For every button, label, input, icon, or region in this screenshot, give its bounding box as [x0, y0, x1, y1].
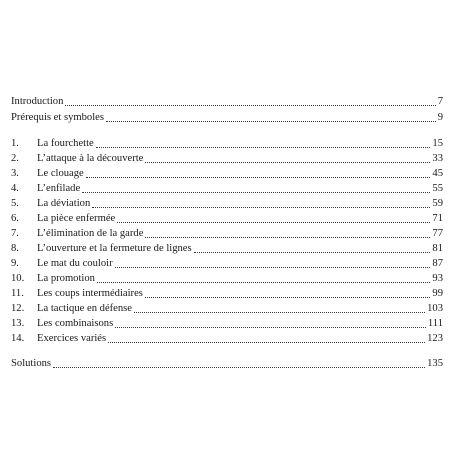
chapter-number: 11.: [11, 288, 24, 299]
toc-entry-title: L’élimination de la garde: [37, 228, 144, 239]
toc-entry-title: La tactique en défense: [37, 303, 132, 314]
dot-leader: [145, 297, 431, 298]
toc-entry-title: L’enfilade: [37, 183, 81, 194]
toc-entry-chapter-3[interactable]: [11, 168, 443, 180]
dot-leader: [194, 252, 431, 253]
chapter-number: 5.: [11, 198, 19, 209]
toc-entry-page: 135: [427, 358, 443, 369]
toc-entry-title: La fourchette: [37, 138, 94, 149]
toc-entry-title: La pièce enfermée: [37, 213, 116, 224]
toc-entry-title: Solutions: [11, 358, 52, 369]
toc-entry-title: L’attaque à la découverte: [37, 153, 144, 164]
toc-entry-title: Exercices variés: [37, 333, 107, 344]
toc-entry-title: Introduction: [11, 96, 64, 107]
toc-entry-chapter-1[interactable]: [11, 138, 443, 150]
toc-entry-page: 93: [432, 273, 443, 284]
toc-entry-page: 81: [432, 243, 443, 254]
chapter-number: 14.: [11, 333, 25, 344]
dot-leader: [115, 267, 431, 268]
toc-entry-title: L’ouverture et la fermeture de lignes: [37, 243, 192, 254]
dot-leader: [86, 177, 431, 178]
toc-entry-solutions[interactable]: [11, 358, 443, 370]
toc-entry-page: 45: [432, 168, 443, 179]
toc-entry-page: 33: [432, 153, 443, 164]
chapter-number: 1.: [11, 138, 19, 149]
chapter-number: 3.: [11, 168, 19, 179]
toc-entry-introduction[interactable]: [11, 96, 443, 108]
toc-entry-chapter-2[interactable]: [11, 153, 443, 165]
chapter-number: 7.: [11, 228, 19, 239]
toc-entry-chapter-6[interactable]: [11, 213, 443, 225]
toc-entry-title: Prérequis et symboles: [11, 112, 104, 123]
toc-entry-page: 7: [437, 96, 443, 107]
toc-entry-chapter-8[interactable]: [11, 243, 443, 255]
dot-leader: [65, 105, 435, 106]
toc-entry-title: La déviation: [37, 198, 91, 209]
toc-entry-title: Le mat du couloir: [37, 258, 113, 269]
toc-entry-page: 71: [432, 213, 443, 224]
toc-entry-title: Les combinaisons: [37, 318, 114, 329]
toc-entry-page: 55: [432, 183, 443, 194]
chapter-number: 4.: [11, 183, 19, 194]
chapter-number: 2.: [11, 153, 19, 164]
toc-entry-title: Le clouage: [37, 168, 84, 179]
toc-entry-page: 77: [432, 228, 443, 239]
chapter-number: 13.: [11, 318, 25, 329]
dot-leader: [82, 192, 430, 193]
chapter-number: 6.: [11, 213, 19, 224]
toc-entry-chapter-11[interactable]: [11, 288, 443, 300]
dot-leader: [92, 207, 430, 208]
chapter-number: 9.: [11, 258, 19, 269]
chapter-number: 10.: [11, 273, 25, 284]
dot-leader: [134, 312, 425, 313]
chapter-number: 12.: [11, 303, 25, 314]
toc-entry-page: 123: [427, 333, 443, 344]
toc-entry-page: 99: [432, 288, 443, 299]
toc-entry-page: 87: [432, 258, 443, 269]
dot-leader: [97, 282, 430, 283]
toc-entry-chapter-5[interactable]: [11, 198, 443, 210]
dot-leader: [53, 367, 425, 368]
toc-entry-chapter-7[interactable]: [11, 228, 443, 240]
toc-entry-chapter-13[interactable]: [11, 318, 443, 330]
dot-leader: [145, 237, 430, 238]
dot-leader: [115, 327, 426, 328]
toc-entry-chapter-4[interactable]: [11, 183, 443, 195]
dot-leader: [117, 222, 430, 223]
dot-leader: [96, 147, 431, 148]
dot-leader: [106, 121, 436, 122]
toc-entry-page: 59: [432, 198, 443, 209]
toc-entry-title: La promotion: [37, 273, 95, 284]
dot-leader: [108, 342, 425, 343]
toc-entry-page: 9: [437, 112, 443, 123]
toc-entry-page: 103: [427, 303, 443, 314]
chapter-number: 8.: [11, 243, 19, 254]
toc-entry-title: Les coups intermédiaires: [37, 288, 143, 299]
toc-entry-prerequis[interactable]: [11, 112, 443, 124]
toc-entry-page: 111: [427, 318, 443, 329]
dot-leader: [145, 162, 430, 163]
toc-entry-chapter-12[interactable]: [11, 303, 443, 315]
toc-entry-chapter-10[interactable]: [11, 273, 443, 285]
toc-entry-page: 15: [432, 138, 443, 149]
toc-entry-chapter-9[interactable]: [11, 258, 443, 270]
toc-entry-chapter-14[interactable]: [11, 333, 443, 345]
